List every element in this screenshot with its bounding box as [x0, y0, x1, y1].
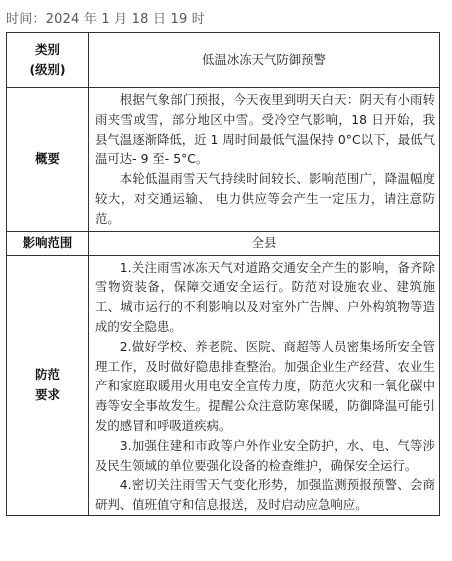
requirement-item: 2.做好学校、养老院、医院、商超等人员密集场所安全管理工作，及时做好隐患排查整治。加强企业生产经营、农业生产和家庭取暖用火用电安全宣传力度，防范火灾和一氧化碳中毒等安全事故发生。提醒公众注意防寒保暖，防御降温可能引发的感冒和呼吸道疾病。 [95, 338, 435, 433]
category-label-line2: (级别) [29, 62, 66, 77]
scope-label: 影响范围 [7, 231, 89, 255]
scope-row [7, 231, 440, 255]
requirement-item: 4.密切关注雨雪天气变化形势，加强监测预报预警、会商研判、值班值守和信息报送，及时启动应急响应。 [95, 477, 435, 513]
requirement-item: 1.关注雨雪冰冻天气对道路交通安全产生的影响，备齐除雪物资装备，保障交通安全运行。防范对设施农业、建筑施工、城市运行的不利影响以及对室外广告牌、户外构筑物等造成的安全隐患。 [95, 259, 435, 334]
category-value: 低温冰冻天气防御预警 [89, 33, 440, 88]
overview-row [7, 88, 440, 232]
overview-paragraph: 本轮低温雨雪天气持续时间较长、影响范围广，降温幅度较大，对交通运输、 电力供应等会产生一定压力，请注意防范。 [95, 171, 435, 226]
warning-table [6, 32, 440, 516]
category-label-line1: 类别 [35, 42, 60, 58]
requirements-label [7, 255, 89, 515]
overview-content [89, 88, 440, 232]
requirements-content [89, 255, 440, 515]
category-label [7, 33, 89, 88]
requirements-row [7, 255, 440, 515]
category-row [7, 33, 440, 88]
overview-paragraph: 根据气象部门预报，今天夜里到明天白天：阴天有小雨转雨夹雪或雪，部分地区中雪。受冷空气影响，18 日开始，我县气温逐渐降低，近 1 周时间最低气温保持 0°C以下，最低气温可达- 9 至- 5°C。 [95, 92, 435, 167]
overview-label: 概要 [7, 88, 89, 232]
timestamp: 时间：2024 年 1 月 18 日 19 时 [6, 12, 205, 27]
requirement-item: 3.加强住建和市政等户外作业安全防护，水、电、气等涉及民生领域的单位要强化设备的检查维护，确保安全运行。 [95, 437, 435, 473]
requirements-label-line1: 防范 [35, 367, 60, 383]
requirements-label-line2: 要求 [35, 387, 60, 403]
scope-value: 全县 [89, 231, 440, 255]
